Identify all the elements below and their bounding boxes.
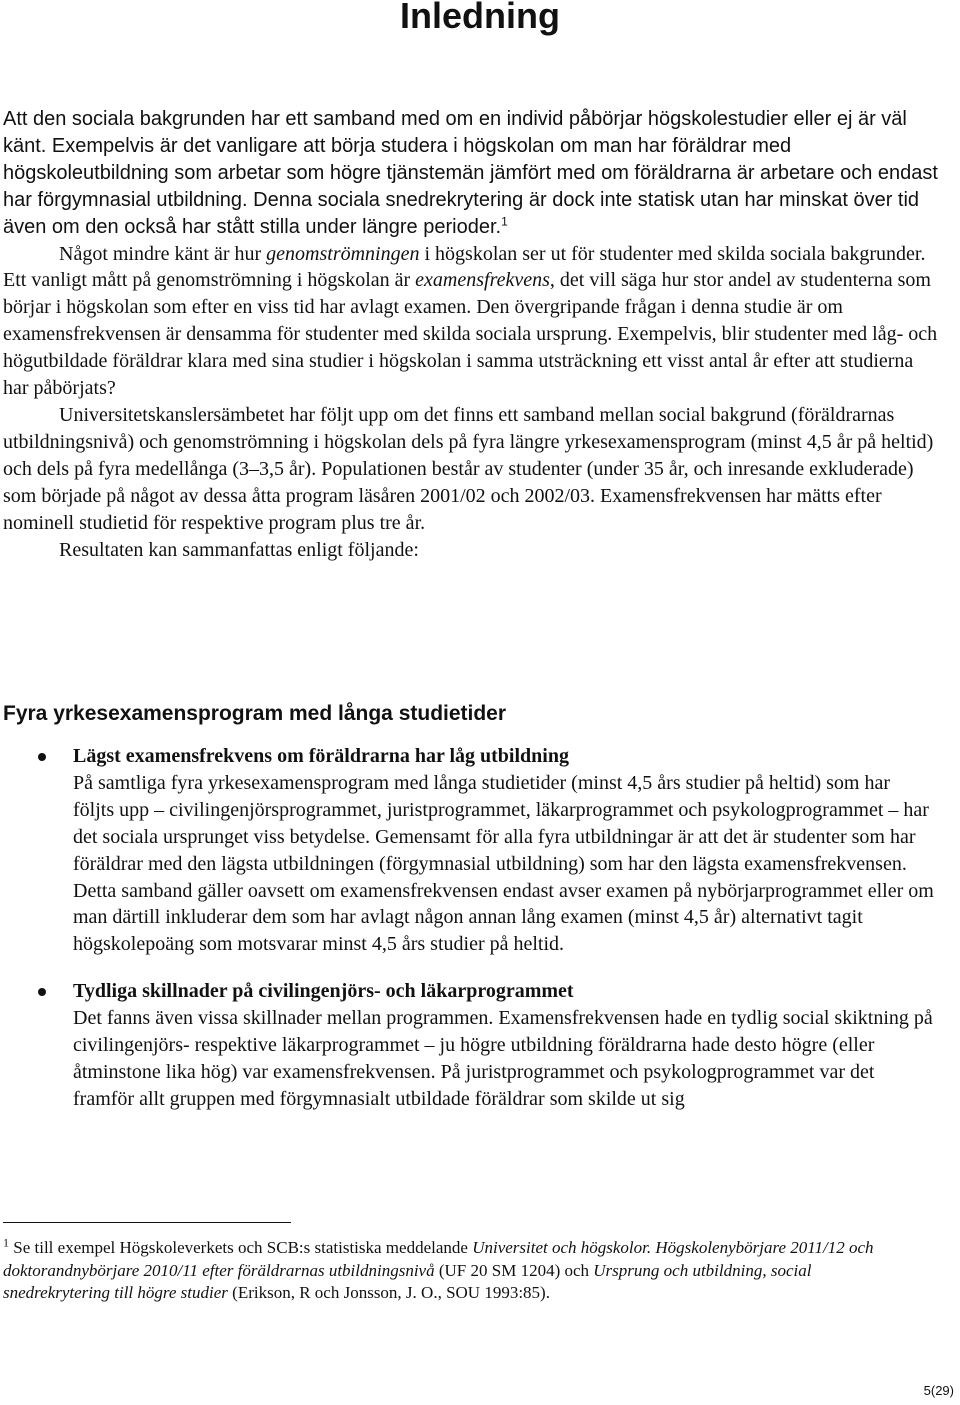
source-title-2: Ursprung och utbildning, social snedrekrytering till högre studier [3,1260,812,1302]
intro-sentence-2: Denna sociala snedrekrytering är dock inte statisk utan har minskat över tid även om den också har stått stilla under längre perioder. [3,188,920,238]
bullet-text: På samtliga fyra yrkesexamensprogram med långa studietider (minst 4,5 års studier på heltid) som har följts upp – civilingenjörsprogrammet, juristprogrammet, läkarprogrammet och psykologprogrammet – har det sociala ursprunget viss betydelse. Gemensamt för alla fyra utbildningar är att det är studenter som har föräldrar med den lägsta utbildningen (förgymnasial utbildning) som har den lägsta examensfrekvensen. Detta samband gäller oavsett om examensfrekvensen endast avser examen på nybörjarprogrammet eller om man därtill inkluderar dem som har avlagt någon annan lång examen (minst 4,5 år) alternativt tagit högskolepoäng som motsvarar minst 4,5 års studier på heltid. [73,771,934,956]
bullet-title: Lägst examensfrekvens om föräldrarna har låg utbildning [73,745,569,767]
intro-paragraph-1 [3,106,938,241]
text-run: , det vill säga hur stor andel av studenterna som börjar i högskolan som efter en viss tid har avlagt examen. Den övergripande frågan i denna studie är om examensfrekvensen är densamma för studenter med skilda sociala ursprung. Exempelvis, blir studenter med låg- och högutbildade föräldrar klara med sina studier i högskolan i samma utsträckning ett visst antal år efter att studierna har påbörjats? [3,269,938,400]
term-genomstromning: genomströmningen [266,242,420,265]
footnote-number: 1 [3,1235,9,1250]
text-run: Se till exempel Högskoleverkets och SCB:s statistiska meddelande [9,1238,473,1257]
term-examensfrekvens: examensfrekvens [415,269,550,292]
findings-list [0,743,935,1113]
list-item [0,743,935,958]
footnote [3,1237,903,1305]
text-run: (UF 20 SM 1204) och [434,1260,594,1280]
text-run: Något mindre känt är hur [59,242,267,265]
bullet-title: Tydliga skillnader på civilingenjörs- och läkarprogrammet [73,980,574,1003]
intro-paragraph-2 [3,241,938,402]
bullet-text: Det fanns även vissa skillnader mellan programmen. Examensfrekvensen hade en tydlig social skiktning på civilingenjörs- respektive läkarprogrammet – ju högre utbildning föräldrarna hade desto högre (eller åtminstone lika hög) var examensfrekvensen. På juristprogrammet och psykologprogrammet var det framför allt gruppen med förgymnasialt utbildade föräldrar som skilde ut sig [73,1007,933,1110]
intro-paragraph-3: Universitetskanslersämbetet har följt upp om det finns ett samband mellan social bakgrund (föräldrarnas utbildningsnivå) och genomströmning i högskolan dels på fyra längre yrkesexamensprogram (minst 4,5 år på heltid) och dels på fyra medellånga (3–3,5 år). Populationen består av studenter (under 35 år, och inresande exkluderade) som började på något av dessa åtta program läsåren 2001/02 och 2002/03. Examensfrekvensen har mätts efter nominell studietid för respektive program plus tre år. [3,403,934,534]
bullet-icon [38,988,46,996]
footnote-ref[interactable]: 1 [501,213,508,228]
intro-text [3,106,938,563]
list-item [0,978,935,1113]
text-run: (Erikson, R och Jonsson, J. O., SOU 1993:85). [227,1283,550,1302]
source-title-1: Universitet och högskolor. Högskolenybörjare 2011/12 och doktorandnybörjare 2010/11 efter föräldrarnas utbildningsnivå [3,1238,874,1280]
section-heading: Fyra yrkesexamensprogram med långa studietider [3,702,507,725]
page-number: 5(29) [923,1383,954,1398]
intro-sentence-1: Att den sociala bakgrunden har ett samband med om en individ påbörjar högskolestudier eller ej är väl känt. Exempelvis är det vanligare att börja studera i högskolan om man har föräldrar med högskoleutbildning som arbetar som högre tjänstemän jämfört med om föräldrarna är arbetare och endast har förgymnasial utbildning. [3,108,938,211]
footnote-separator [3,1222,291,1223]
intro-paragraph-4: Resultaten kan sammanfattas enligt följande: [59,538,419,561]
page-title: Inledning [400,0,560,36]
text-run: i högskolan ser ut för studenter med skilda sociala bakgrunder. Ett vanligt mått på genomströmning i högskolan är [3,242,926,292]
bullet-icon [38,753,46,761]
